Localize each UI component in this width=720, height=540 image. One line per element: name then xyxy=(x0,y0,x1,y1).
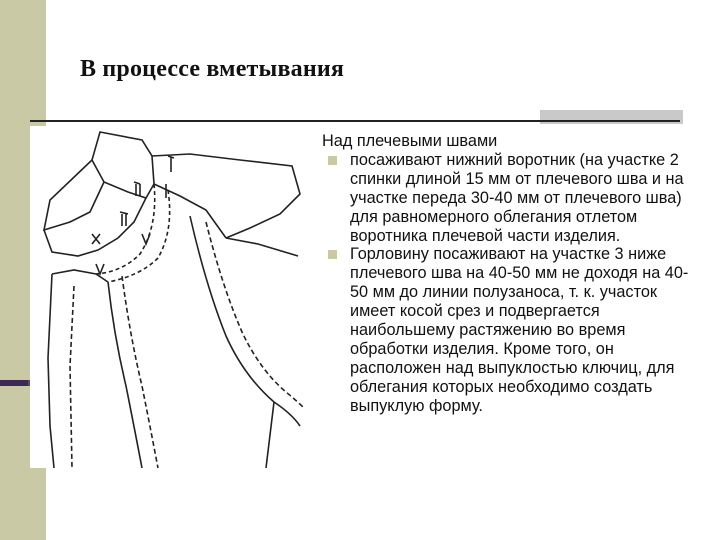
title-rule xyxy=(30,120,680,122)
bullet-item xyxy=(322,151,702,246)
bullet-square-icon xyxy=(328,156,337,165)
slide-body xyxy=(322,132,702,416)
bullet-square-icon xyxy=(328,250,337,259)
intro-text: Над плечевыми швами xyxy=(322,132,498,150)
slide-title: В процессе вметывания xyxy=(80,56,345,82)
collar-drawing xyxy=(30,126,320,468)
bullet-item xyxy=(322,245,702,415)
bullet-text: Горловину посаживают на участке 3 ниже плечевого шва на 40-50 мм не доходя на 40-50 мм до линии полузаноса, т. к. участок имеет косой срез и подвергается наибольшему растяжению во время обработки изделия. Кроме того, он расположен над выпуклостью ключиц, для облегания которых необходимо создать выпуклую форму. xyxy=(350,245,689,415)
bullet-text: посаживают нижний воротник (на участке 2 спинки длиной 15 мм от плечевого шва и на участке переда 30-40 мм от плечевого шва) для равномерного облегания отлетом воротника плечевой части изделия. xyxy=(350,150,684,245)
collar-sewing-illustration xyxy=(30,126,320,468)
left-accent-stripe xyxy=(0,380,28,386)
